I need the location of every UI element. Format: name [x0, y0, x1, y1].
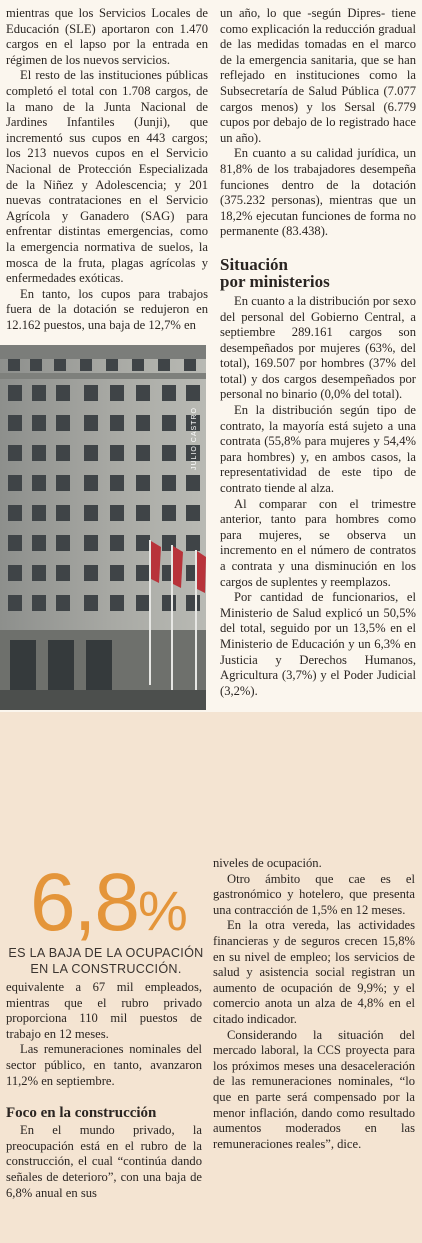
- col4-paragraph-2: Otro ámbito que cae es el gastronómico y hotelero, que presenta una contracción de 1,5% en 12 meses.: [213, 871, 415, 917]
- stat-value: 6,8: [30, 857, 138, 948]
- col2-paragraph-3: En cuanto a la distribución por sexo del personal del Gobierno Central, a septiembre 289.161 cargos son desempeñados por mujeres (63%, del total), 169.507 por hombres (37% del total) y dos cargos desempeñados por personal no binario (0,0% del total).: [220, 293, 416, 402]
- col2-paragraph-2: En cuanto a su calidad jurídica, un 81,8% de los trabajadores desempeña funciones dentro de la dotación (375.232 personas), mientras que un 18,2% ejecutan funciones de forma no permanente (83.438).: [220, 146, 416, 239]
- article-column-1: [6, 6, 208, 333]
- col3-paragraph-2: Las remuneraciones nominales del sector público, en tanto, avanzaron 11,2% en septiembre.: [6, 1042, 202, 1088]
- photo-credit: JULIO CASTRO: [191, 407, 198, 470]
- col1-paragraph-2: El resto de las instituciones públicas completó el total con 1.708 cargos, de la mano de la Junta Nacional de Jardines Infantiles (Junji), que incrementó sus cupos en 443 cargos; los 213 nuevos cupos en el Servicio Nacional de Protección Especializada de la Niñez y Adolescencia; y 201 nuevas contrataciones en el Servicio Agrícola y Ganadero (SAG) para enfrentar distintas emergencias, como la emergencia normativa de suelos, la mosca de la fruta, plagas agrícolas y enfermedades exóticas.: [6, 68, 208, 286]
- article-column-2: [220, 6, 416, 699]
- col4-paragraph-4: Considerando la situación del mercado laboral, la CCS proyecta para los próximos meses una desaceleración de las remuneraciones nominales, “lo que en parte será compensado por la menor inflación, dando como resultado aumentos moderados en las remuneraciones reales”, dice.: [213, 1027, 415, 1151]
- stat-caption: ES LA BAJA DE LA OCUPACIÓN EN LA CONSTRUCCIÓN.: [8, 946, 204, 976]
- subheading-line-1: Situación: [220, 254, 289, 274]
- col4-paragraph-3: En la otra vereda, las actividades financieras y de seguros crecen 15,8% en su nivel de empleo; los servicios de salud y asistencia social registran un aumento de ocupación de 9,9%; y el comercio anota un alza de 4,8% en el citado indicador.: [213, 918, 415, 1026]
- col2-paragraph-5: Al comparar con el trimestre anterior, tanto para hombres como para mujeres, se observa un incremento en el número de contratos a contrata y una disminución en los cargos de suplentes y reemplazos.: [220, 496, 416, 589]
- subheading-situacion: [220, 256, 416, 290]
- col2-paragraph-4: En la distribución según tipo de contrato, la mayoría está sujeto a una contrata (55,8% para mujeres y 54,4% para hombres) y, en ambos casos, la representatividad de este tipo de contrato tiende al alza.: [220, 403, 416, 496]
- subheading-foco-construccion: Foco en la construcción: [6, 1105, 157, 1122]
- col3-paragraph-3: En el mundo privado, la preocupación está en el rubro de la construcción, el cual “continúa dando señales de deterioro”, con una baja de 6,8% anual en sus: [6, 1123, 202, 1200]
- col3-paragraph-1: equivalente a 67 mil empleados, mientras que el rubro privado proporciona 110 mil puestos de trabajo en 12 meses.: [6, 980, 202, 1041]
- building-illustration: [0, 345, 206, 710]
- article-column-3: [6, 980, 202, 1201]
- col2-paragraph-6: Por cantidad de funcionarios, el Ministerio de Salud explicó un 50,5% del total, seguido por un 13,5% en el Ministerio de Educación y un 6,3% en Justicia y Derechos Humanos, Agricultura (3,7%) y el Poder Judicial (3,2%).: [220, 590, 416, 698]
- building-photo: [0, 345, 206, 710]
- stat-percent-sign: %: [138, 879, 186, 942]
- col1-paragraph-3: En tanto, los cupos para trabajos fuera de la dotación se redujeron en 12.162 puestos, una baja de 12,7% en: [6, 286, 208, 332]
- subheading-line-2: por ministerios: [220, 271, 330, 291]
- stat-number: [30, 857, 186, 952]
- col2-paragraph-1: un año, lo que -según Dipres- tiene como explicación la reducción gradual de las medidas tomadas en el marco de la emergencia sanitaria, que se han reflejado en instituciones como la Subsecretaría de Salud Pública (7.077 cargos menos) y los Sersal (6.779 cupos por debajo de lo registrado hace un año).: [220, 6, 416, 145]
- col1-paragraph-1: mientras que los Servicios Locales de Educación (SLE) aportaron con 1.470 cargos en el lapso por la entrada en régimen de los nuevos servicios.: [6, 6, 208, 67]
- article-column-4: [213, 856, 415, 1152]
- col4-paragraph-1: niveles de ocupación.: [213, 856, 322, 870]
